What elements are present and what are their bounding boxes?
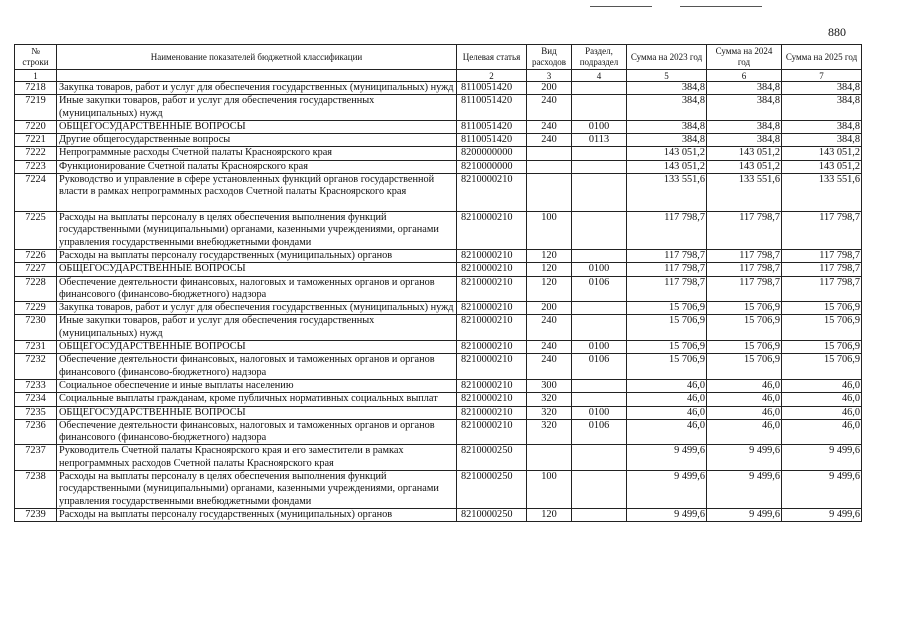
row-section	[572, 508, 627, 521]
row-sum-2025: 46,0	[782, 419, 862, 445]
row-section	[572, 147, 627, 160]
row-name: Функционирование Счетной палаты Красноярского края	[57, 160, 457, 173]
row-exp-type: 120	[527, 508, 572, 521]
row-no: 7234	[15, 393, 57, 406]
row-sum-2023: 9 499,6	[627, 445, 707, 471]
table-row	[15, 354, 862, 380]
row-target: 8200000000	[457, 147, 527, 160]
header-section: Раздел, подраздел	[572, 45, 627, 70]
row-name: Закупка товаров, работ и услуг для обеспечения государственных (муниципальных) нужд	[57, 302, 457, 315]
row-target: 8210000210	[457, 212, 527, 250]
row-sum-2024: 46,0	[707, 393, 782, 406]
row-name: Расходы на выплаты персоналу государственных (муниципальных) органов	[57, 249, 457, 262]
row-sum-2023: 15 706,9	[627, 302, 707, 315]
col-number: 6	[707, 70, 782, 82]
row-target: 8210000210	[457, 419, 527, 445]
row-name: Непрограммные расходы Счетной палаты Красноярского края	[57, 147, 457, 160]
row-section	[572, 315, 627, 341]
header-sum-2024: Сумма на 2024 год	[707, 45, 782, 70]
row-section: 0100	[572, 263, 627, 276]
table-row	[15, 379, 862, 392]
table-row	[15, 249, 862, 262]
row-target: 8210000210	[457, 302, 527, 315]
row-sum-2025: 117 798,7	[782, 249, 862, 262]
row-sum-2024: 117 798,7	[707, 249, 782, 262]
row-name: Обеспечение деятельности финансовых, налоговых и таможенных органов и органов финансового (финансово-бюджетного) надзора	[57, 419, 457, 445]
row-sum-2025: 15 706,9	[782, 302, 862, 315]
row-target: 8210000210	[457, 354, 527, 380]
row-exp-type: 200	[527, 82, 572, 95]
row-no: 7218	[15, 82, 57, 95]
row-no: 7239	[15, 508, 57, 521]
row-sum-2023: 117 798,7	[627, 249, 707, 262]
row-sum-2024: 384,8	[707, 120, 782, 133]
row-target: 8210000210	[457, 393, 527, 406]
table-row	[15, 419, 862, 445]
row-section	[572, 160, 627, 173]
row-target: 8210000210	[457, 315, 527, 341]
table-row	[15, 120, 862, 133]
row-sum-2025: 133 551,6	[782, 174, 862, 212]
row-name: Расходы на выплаты персоналу государственных (муниципальных) органов	[57, 508, 457, 521]
row-sum-2025: 117 798,7	[782, 263, 862, 276]
row-target: 8110051420	[457, 82, 527, 95]
row-name: ОБЩЕГОСУДАРСТВЕННЫЕ ВОПРОСЫ	[57, 263, 457, 276]
row-sum-2023: 9 499,6	[627, 508, 707, 521]
row-exp-type: 100	[527, 212, 572, 250]
row-exp-type: 300	[527, 379, 572, 392]
row-no: 7227	[15, 263, 57, 276]
row-name: ОБЩЕГОСУДАРСТВЕННЫЕ ВОПРОСЫ	[57, 120, 457, 133]
row-name: Иные закупки товаров, работ и услуг для обеспечения государственных (муниципальных) нужд	[57, 95, 457, 121]
row-exp-type: 240	[527, 341, 572, 354]
budget-table	[14, 44, 862, 522]
table-row	[15, 341, 862, 354]
row-name: Социальные выплаты гражданам, кроме публичных нормативных социальных выплат	[57, 393, 457, 406]
row-sum-2024: 9 499,6	[707, 445, 782, 471]
row-sum-2025: 9 499,6	[782, 445, 862, 471]
row-sum-2023: 15 706,9	[627, 315, 707, 341]
row-sum-2023: 133 551,6	[627, 174, 707, 212]
row-exp-type: 240	[527, 134, 572, 147]
row-section	[572, 393, 627, 406]
table-row	[15, 302, 862, 315]
row-section: 0113	[572, 134, 627, 147]
row-name: Расходы на выплаты персоналу в целях обеспечения выполнения функций государственными (муниципальными) органами, казенными учреждениями, органами управления государственными внебюджетными фондами	[57, 212, 457, 250]
row-sum-2025: 9 499,6	[782, 471, 862, 509]
row-section	[572, 212, 627, 250]
row-exp-type: 320	[527, 419, 572, 445]
col-number: 5	[627, 70, 707, 82]
row-sum-2023: 46,0	[627, 379, 707, 392]
row-no: 7235	[15, 406, 57, 419]
column-number-row	[15, 70, 862, 82]
row-target: 8210000210	[457, 263, 527, 276]
row-sum-2025: 384,8	[782, 82, 862, 95]
row-section	[572, 302, 627, 315]
row-sum-2023: 46,0	[627, 406, 707, 419]
table-row	[15, 82, 862, 95]
row-no: 7236	[15, 419, 57, 445]
row-sum-2024: 117 798,7	[707, 276, 782, 302]
table-row	[15, 315, 862, 341]
row-section	[572, 445, 627, 471]
row-sum-2023: 384,8	[627, 120, 707, 133]
row-target: 8110051420	[457, 95, 527, 121]
row-sum-2023: 384,8	[627, 95, 707, 121]
row-name: Закупка товаров, работ и услуг для обеспечения государственных (муниципальных) нужд	[57, 82, 457, 95]
row-sum-2024: 46,0	[707, 406, 782, 419]
page-number: 880	[828, 25, 846, 39]
row-sum-2025: 15 706,9	[782, 341, 862, 354]
row-section	[572, 471, 627, 509]
row-exp-type: 240	[527, 315, 572, 341]
row-section: 0106	[572, 276, 627, 302]
row-sum-2025: 15 706,9	[782, 315, 862, 341]
row-name: ОБЩЕГОСУДАРСТВЕННЫЕ ВОПРОСЫ	[57, 341, 457, 354]
row-sum-2023: 143 051,2	[627, 160, 707, 173]
header-target: Целевая статья	[457, 45, 527, 70]
header-exp-type: Вид расходов	[527, 45, 572, 70]
header-rule-left	[590, 6, 652, 7]
row-sum-2024: 9 499,6	[707, 508, 782, 521]
row-sum-2024: 15 706,9	[707, 315, 782, 341]
row-no: 7231	[15, 341, 57, 354]
row-sum-2023: 384,8	[627, 82, 707, 95]
row-sum-2024: 15 706,9	[707, 354, 782, 380]
row-section: 0100	[572, 406, 627, 419]
row-target: 8210000210	[457, 379, 527, 392]
table-row	[15, 95, 862, 121]
row-section	[572, 379, 627, 392]
row-sum-2024: 384,8	[707, 95, 782, 121]
col-number: 1	[15, 70, 57, 82]
table-row	[15, 160, 862, 173]
header-rule-right	[680, 6, 762, 7]
table-row	[15, 147, 862, 160]
row-target: 8210000210	[457, 406, 527, 419]
row-section	[572, 249, 627, 262]
row-no: 7230	[15, 315, 57, 341]
row-no: 7221	[15, 134, 57, 147]
row-name: Руководитель Счетной палаты Красноярского края и его заместители в рамках непрограммных расходов Счетной палаты Красноярского края	[57, 445, 457, 471]
table-row	[15, 212, 862, 250]
row-name: Обеспечение деятельности финансовых, налоговых и таможенных органов и органов финансового (финансово-бюджетного) надзора	[57, 354, 457, 380]
row-exp-type: 120	[527, 249, 572, 262]
col-number: 4	[572, 70, 627, 82]
row-sum-2024: 117 798,7	[707, 263, 782, 276]
row-sum-2025: 117 798,7	[782, 212, 862, 250]
table-row	[15, 471, 862, 509]
row-exp-type: 320	[527, 406, 572, 419]
row-sum-2024: 384,8	[707, 82, 782, 95]
row-sum-2025: 46,0	[782, 393, 862, 406]
row-sum-2024: 117 798,7	[707, 212, 782, 250]
header-row	[15, 45, 862, 70]
row-sum-2025: 46,0	[782, 379, 862, 392]
row-sum-2025: 9 499,6	[782, 508, 862, 521]
row-exp-type	[527, 445, 572, 471]
col-number: 3	[527, 70, 572, 82]
row-sum-2024: 46,0	[707, 379, 782, 392]
row-target: 8110051420	[457, 134, 527, 147]
row-name: Расходы на выплаты персоналу в целях обеспечения выполнения функций государственными (муниципальными) органами, казенными учреждениями, органами управления государственными внебюджетными фондами	[57, 471, 457, 509]
row-target: 8210000210	[457, 249, 527, 262]
row-target: 8210000250	[457, 508, 527, 521]
row-exp-type: 240	[527, 95, 572, 121]
row-target: 8210000210	[457, 174, 527, 212]
row-exp-type: 200	[527, 302, 572, 315]
row-sum-2024: 143 051,2	[707, 147, 782, 160]
row-no: 7226	[15, 249, 57, 262]
row-sum-2024: 143 051,2	[707, 160, 782, 173]
table-row	[15, 174, 862, 212]
row-section: 0106	[572, 419, 627, 445]
row-section: 0100	[572, 341, 627, 354]
col-number	[57, 70, 457, 82]
row-name: Социальное обеспечение и иные выплаты населению	[57, 379, 457, 392]
row-target: 8210000000	[457, 160, 527, 173]
row-exp-type: 120	[527, 276, 572, 302]
row-name: Другие общегосударственные вопросы	[57, 134, 457, 147]
header-row-no: № строки	[15, 45, 57, 70]
row-no: 7220	[15, 120, 57, 133]
row-sum-2025: 384,8	[782, 134, 862, 147]
row-no: 7219	[15, 95, 57, 121]
row-exp-type	[527, 160, 572, 173]
row-exp-type: 320	[527, 393, 572, 406]
row-sum-2023: 117 798,7	[627, 276, 707, 302]
row-sum-2025: 117 798,7	[782, 276, 862, 302]
row-sum-2023: 384,8	[627, 134, 707, 147]
row-sum-2025: 384,8	[782, 95, 862, 121]
row-sum-2023: 46,0	[627, 393, 707, 406]
row-no: 7224	[15, 174, 57, 212]
table-row	[15, 134, 862, 147]
row-target: 8210000210	[457, 276, 527, 302]
row-name: Обеспечение деятельности финансовых, налоговых и таможенных органов и органов финансового (финансово-бюджетного) надзора	[57, 276, 457, 302]
table-row	[15, 393, 862, 406]
row-sum-2025: 384,8	[782, 120, 862, 133]
row-exp-type: 240	[527, 120, 572, 133]
row-sum-2023: 15 706,9	[627, 341, 707, 354]
row-sum-2024: 46,0	[707, 419, 782, 445]
row-sum-2024: 9 499,6	[707, 471, 782, 509]
row-section: 0106	[572, 354, 627, 380]
header-sum-2023: Сумма на 2023 год	[627, 45, 707, 70]
row-target: 8210000250	[457, 471, 527, 509]
row-exp-type	[527, 147, 572, 160]
row-sum-2025: 46,0	[782, 406, 862, 419]
col-number: 7	[782, 70, 862, 82]
row-sum-2024: 15 706,9	[707, 302, 782, 315]
row-target: 8210000210	[457, 341, 527, 354]
row-no: 7238	[15, 471, 57, 509]
header-sum-2025: Сумма на 2025 год	[782, 45, 862, 70]
row-no: 7229	[15, 302, 57, 315]
row-exp-type: 100	[527, 471, 572, 509]
row-sum-2023: 15 706,9	[627, 354, 707, 380]
row-section	[572, 95, 627, 121]
row-no: 7233	[15, 379, 57, 392]
table-row	[15, 263, 862, 276]
row-sum-2024: 384,8	[707, 134, 782, 147]
row-sum-2025: 15 706,9	[782, 354, 862, 380]
row-sum-2023: 143 051,2	[627, 147, 707, 160]
row-sum-2025: 143 051,2	[782, 160, 862, 173]
row-sum-2023: 117 798,7	[627, 212, 707, 250]
row-no: 7228	[15, 276, 57, 302]
row-sum-2024: 15 706,9	[707, 341, 782, 354]
header-name: Наименование показателей бюджетной классификации	[57, 45, 457, 70]
row-section	[572, 174, 627, 212]
row-no: 7237	[15, 445, 57, 471]
row-sum-2024: 133 551,6	[707, 174, 782, 212]
row-no: 7222	[15, 147, 57, 160]
table-row	[15, 276, 862, 302]
table-row	[15, 445, 862, 471]
row-target: 8110051420	[457, 120, 527, 133]
row-name: ОБЩЕГОСУДАРСТВЕННЫЕ ВОПРОСЫ	[57, 406, 457, 419]
table-row	[15, 508, 862, 521]
row-no: 7225	[15, 212, 57, 250]
row-sum-2025: 143 051,2	[782, 147, 862, 160]
row-exp-type	[527, 174, 572, 212]
row-sum-2023: 117 798,7	[627, 263, 707, 276]
row-name: Руководство и управление в сфере установленных функций органов государственной власти в рамках непрограммных расходов Счетной палаты Красноярского края	[57, 174, 457, 212]
row-no: 7223	[15, 160, 57, 173]
col-number: 2	[457, 70, 527, 82]
row-sum-2023: 46,0	[627, 419, 707, 445]
row-exp-type: 240	[527, 354, 572, 380]
row-sum-2023: 9 499,6	[627, 471, 707, 509]
table-row	[15, 406, 862, 419]
row-section	[572, 82, 627, 95]
row-name: Иные закупки товаров, работ и услуг для обеспечения государственных (муниципальных) нужд	[57, 315, 457, 341]
row-target: 8210000250	[457, 445, 527, 471]
row-exp-type: 120	[527, 263, 572, 276]
row-section: 0100	[572, 120, 627, 133]
row-no: 7232	[15, 354, 57, 380]
